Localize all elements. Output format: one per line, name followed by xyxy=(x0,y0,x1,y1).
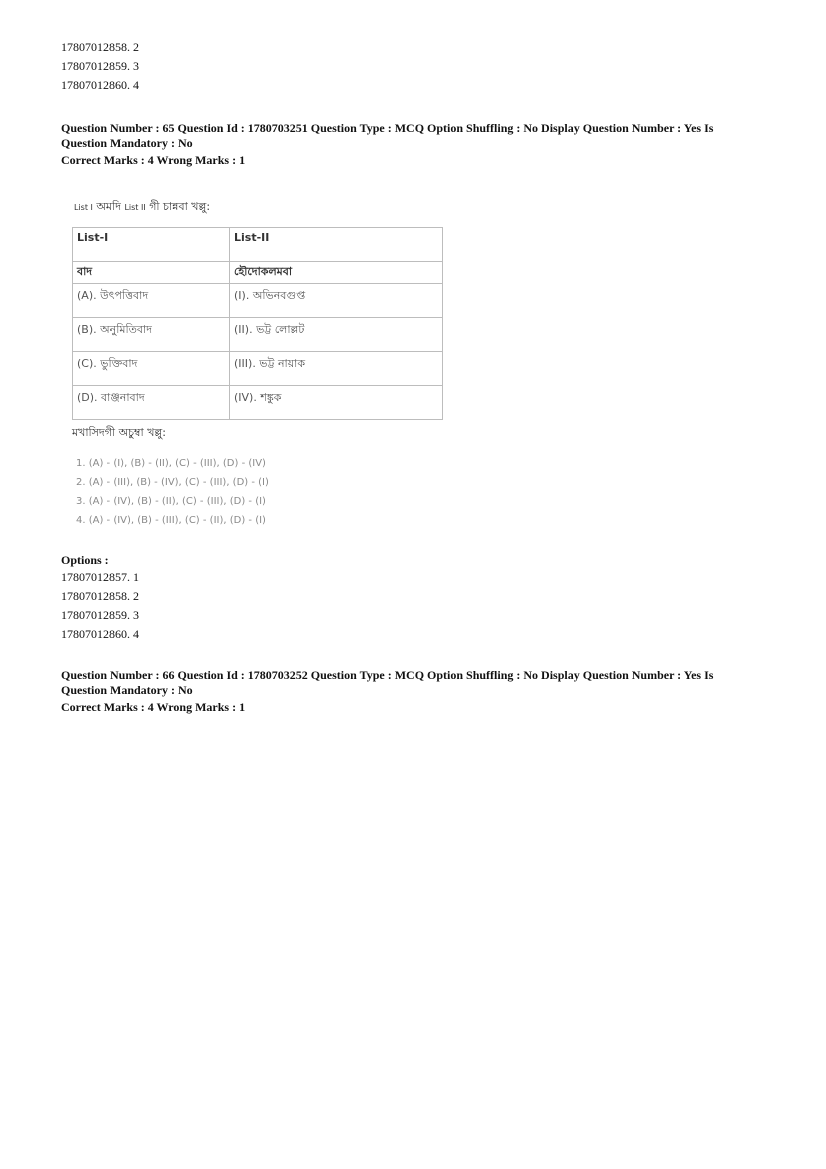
list1-item-a: (A). উৎপত্তিবাদ xyxy=(73,284,230,318)
list2-item-iv: (IV). শঙ্কুক xyxy=(230,386,443,420)
q66-header-line2: Question Mandatory : No xyxy=(61,683,193,697)
q65-option-3: 17807012859. 3 xyxy=(61,608,139,622)
q65-header-line1: Question Number : 65 Question Id : 1780703251 Question Type : MCQ Option Shuffling : No Display Question Number : Yes Is xyxy=(61,121,714,135)
q66-header-line1: Question Number : 66 Question Id : 1780703252 Question Type : MCQ Option Shuffling : No Display Question Number : Yes Is xyxy=(61,668,714,682)
q65-option-4: 17807012860. 4 xyxy=(61,627,139,641)
prev-option-4: 17807012860. 4 xyxy=(61,78,139,92)
q65-match-table xyxy=(72,227,443,420)
list2-item-iii: (III). ভট্ট নায়াক xyxy=(230,352,443,386)
prev-option-3: 17807012859. 3 xyxy=(61,59,139,73)
choice-4: 4. (A) - (IV), (B) - (III), (C) - (II), (D) - (I) xyxy=(76,515,266,526)
q65-option-1: 17807012857. 1 xyxy=(61,570,139,584)
q65-marks: Correct Marks : 4 Wrong Marks : 1 xyxy=(61,153,246,167)
q65-question-image xyxy=(68,196,450,532)
list2-header: List-II xyxy=(230,228,443,262)
q65-option-2: 17807012858. 2 xyxy=(61,589,139,603)
list1-item-c: (C). ভুক্তিবাদ xyxy=(73,352,230,386)
q65-header-line2: Question Mandatory : No xyxy=(61,136,193,150)
choice-2: 2. (A) - (III), (B) - (IV), (C) - (III), (D) - (I) xyxy=(76,477,269,488)
list1-subheader: বাদ xyxy=(73,262,230,284)
choice-1: 1. (A) - (I), (B) - (II), (C) - (III), (D) - (IV) xyxy=(76,458,266,469)
q65-choices xyxy=(76,456,269,532)
prev-option-2: 17807012858. 2 xyxy=(61,40,139,54)
q65-options-label: Options : xyxy=(61,553,109,567)
list1-item-d: (D). বাঞ্জনাবাদ xyxy=(73,386,230,420)
q65-prompt: মখাসিদগী অচুম্বা খল্লু: xyxy=(72,426,166,439)
list1-item-b: (B). অনুমিতিবাদ xyxy=(73,318,230,352)
q66-marks: Correct Marks : 4 Wrong Marks : 1 xyxy=(61,700,246,714)
list2-item-ii: (II). ভট্ট লোল্লট xyxy=(230,318,443,352)
q65-instruction: List I অমদি List II গী চান্নবা খল্লু: xyxy=(74,200,211,213)
list2-item-i: (I). অভিনবগুপ্ত xyxy=(230,284,443,318)
list2-subheader: হৌদোকলমবা xyxy=(230,262,443,284)
list1-header: List-I xyxy=(73,228,230,262)
choice-3: 3. (A) - (IV), (B) - (II), (C) - (III), (D) - (I) xyxy=(76,496,266,507)
